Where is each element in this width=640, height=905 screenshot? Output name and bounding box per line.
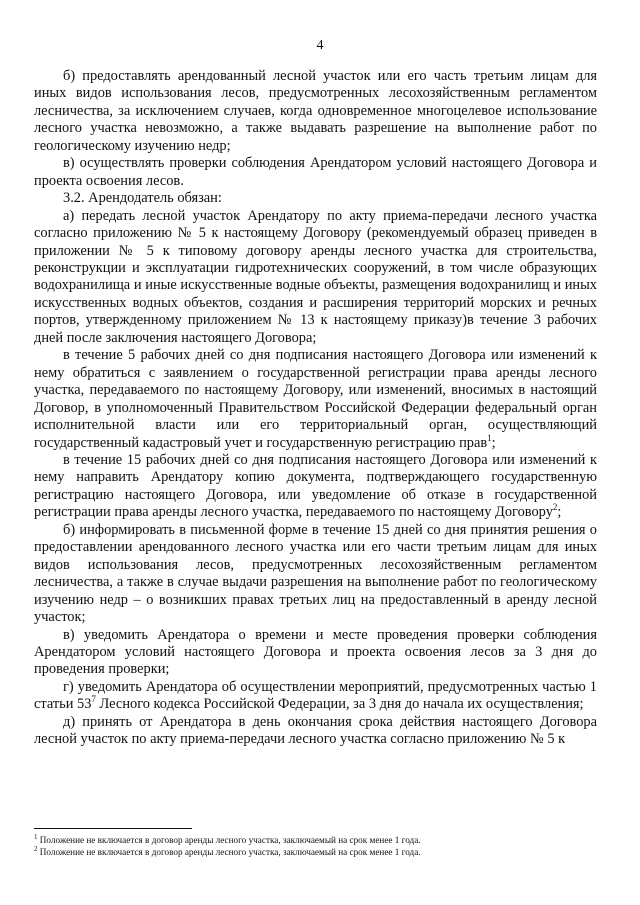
paragraph-a-transfer: а) передать лесной участок Арендатору по акту приема-передачи лесного участка согласно приложению № 5 к настоящему Договору (рекомендуемый образец приведен в приложении № 5 к типовому договору аренды лесного участка для строительства, реконструкции и эксплуатации гидротехнических сооружений, в том числе образующих водохранилища и иные искусственные водные объекты, размещения водохранилищ и иных искусственных водных объектов, создания и расширения территорий морских и речных портов, утвержденному приложением № 13 к настоящему приказу)в течение 3 рабочих дней после заключения настоящего Договора; [34, 207, 597, 346]
footnote-text: Положение не включается в договор аренды лесного участка, заключаемый на срок менее 1 года. [37, 835, 421, 845]
paragraph-text: в течение 15 рабочих дней со дня подписания настоящего Договора или изменений к нему направить Арендатору копию документа, подтверждающего государственную регистрацию настоящего Договора, или уведомление об отказе в государственной регистрации права аренды лесного участка, передаваемого по настоящему Договору [34, 451, 597, 521]
footnote-mark: 1 [487, 432, 492, 443]
paragraph-tail: ; [491, 434, 496, 451]
footnote-item [34, 846, 597, 858]
paragraph-b-sublease: б) предоставлять арендованный лесной участок или его часть третьим лицам для иных видов использования лесов, предусмотренных лесохозяйственным регламентом лесничества, за исключением случаев, когда одновременное многоцелевое использование лесного участка невозможно, а также выдавать разрешение на выполнение работ по геологическому изучению недр; [34, 68, 597, 154]
document-body [34, 68, 597, 749]
paragraph-tail: Лесного кодекса Российской Федерации, за 3 дня до начала их осуществления; [95, 696, 584, 713]
paragraph-b-inform: б) информировать в письменной форме в течение 15 дней со дня принятия решения о предоставлении арендованного лесного участка или его части третьим лицам для иных видов использования лесов, предусмотренных лесохозяйственным регламентом лесничества, а также в случае выдачи разрешения на выполнение работ по геологическому изучению недр – о возникших правах третьих лиц на предоставленный в аренду лесной участок; [34, 521, 597, 626]
footnote-text: Положение не включается в договор аренды лесного участка, заключаемый на срок менее 1 года. [37, 847, 421, 857]
article-superscript: 7 [91, 694, 96, 705]
footnote-mark: 2 [552, 502, 558, 513]
footnote-number: 1 [34, 832, 38, 841]
paragraph-registration-copy [34, 452, 597, 522]
paragraph-text: г) уведомить Арендатора об осуществлении мероприятий, предусмотренных частью 1 статьи 53 [34, 678, 597, 713]
footnote-divider [34, 828, 192, 829]
section-heading-3-2: 3.2. Арендодатель обязан: [63, 190, 222, 207]
paragraph-tail: ; [557, 504, 562, 521]
footnote-item [34, 834, 597, 846]
footnotes [34, 834, 597, 858]
page-number: 4 [316, 38, 324, 53]
paragraph-v-inspections: в) осуществлять проверки соблюдения Арендатором условий настоящего Договора и проекта освоения лесов. [34, 155, 597, 189]
paragraph-text: в течение 5 рабочих дней со дня подписания настоящего Договора или изменений к нему обратиться с заявлением о государственной регистрации права аренды лесного участка, передаваемого по настоящему Договору, или изменений, вносимых в настоящий Договор, в уполномоченный Правительством Российской Федерации федеральный орган исполнительной власти или его территориальный орган, осуществляющий государственный кадастровый учет и государственную регистрацию прав [34, 347, 597, 451]
paragraph-v-notify-inspection: в) уведомить Арендатора о времени и месте проведения проверки соблюдения Арендатором условий настоящего Договора и проекта освоения лесов за 3 дня до проведения проверки; [34, 626, 597, 678]
footnote-number: 2 [34, 844, 38, 853]
paragraph-g-notify-measures [34, 679, 597, 714]
paragraph-d-accept: д) принять от Арендатора в день окончания срока действия настоящего Договора лесной участок по акту приема-передачи лесного участка согласно приложению № 5 к [34, 713, 597, 748]
paragraph-registration [34, 347, 597, 452]
